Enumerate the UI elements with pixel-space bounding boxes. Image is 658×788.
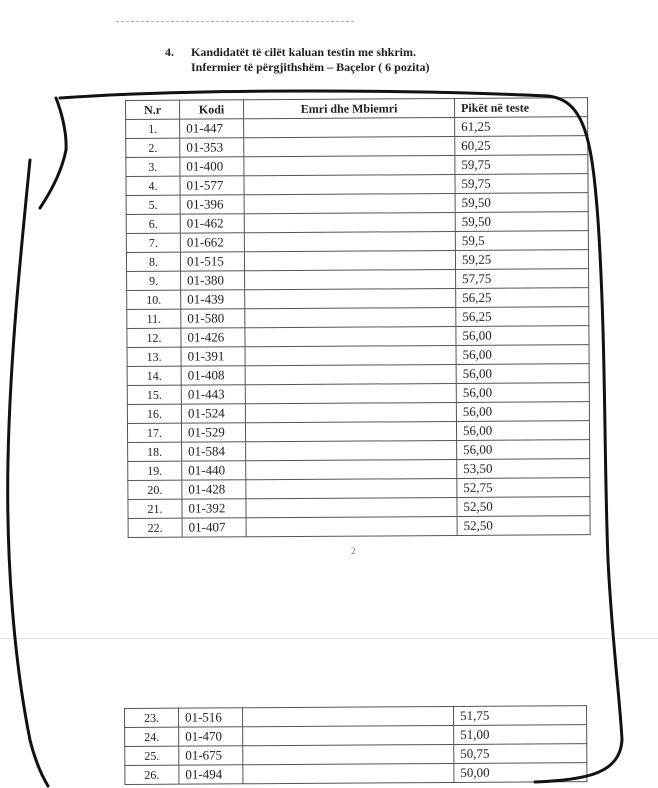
cell-nr: 13.: [127, 347, 181, 366]
cell-piket: 59,75: [455, 155, 588, 175]
cell-nr: 25.: [125, 746, 179, 765]
cell-piket: 52,50: [457, 516, 590, 536]
cell-piket: 59,5: [455, 231, 588, 251]
cell-nr: 15.: [127, 385, 181, 404]
cell-kodi: 01-584: [182, 442, 246, 461]
cell-piket: 56,00: [456, 345, 589, 365]
cell-nr: 2.: [126, 138, 180, 157]
cell-kodi: 01-400: [180, 157, 244, 176]
col-header-emri: Emri dhe Mbiemri: [244, 98, 455, 118]
heading-line-2: Infermier të përgjithshëm – Baçelor ( 6 pozita): [191, 60, 430, 74]
cell-kodi: 01-392: [182, 499, 246, 518]
cell-piket: 56,00: [456, 402, 589, 422]
cell-kodi: 01-443: [181, 385, 245, 404]
cell-piket: 57,75: [456, 269, 589, 289]
col-header-piket: Pikët në teste: [454, 98, 587, 118]
col-header-nr: N.r: [126, 100, 180, 119]
cell-nr: 5.: [126, 195, 180, 214]
cell-kodi: 01-407: [182, 518, 246, 537]
cell-nr: 3.: [126, 157, 180, 176]
cell-nr: 17.: [127, 423, 181, 442]
cell-piket: 56,00: [456, 421, 589, 441]
cell-nr: 4.: [126, 176, 180, 195]
cell-kodi: 01-391: [181, 347, 245, 366]
cell-nr: 16.: [127, 404, 181, 423]
col-header-kodi: Kodi: [180, 100, 244, 119]
cell-nr: 24.: [125, 727, 179, 746]
cell-kodi: 01-515: [180, 252, 244, 271]
cell-kodi: 01-524: [181, 404, 245, 423]
cell-nr: 18.: [128, 442, 182, 461]
cell-nr: 7.: [126, 233, 180, 252]
cell-piket: 59,75: [455, 174, 588, 194]
cell-nr: 20.: [128, 480, 182, 499]
cell-nr: 8.: [126, 252, 180, 271]
cell-piket: 53,50: [457, 459, 590, 479]
cell-piket: 52,50: [457, 497, 590, 517]
cell-piket: 51,00: [454, 725, 587, 745]
cell-kodi: 01-580: [181, 309, 245, 328]
page-number: 2: [351, 546, 356, 556]
cell-piket: 59,50: [455, 193, 588, 213]
cell-piket: 56,25: [456, 288, 589, 308]
cell-kodi: 01-353: [180, 138, 244, 157]
cell-piket: 52,75: [457, 478, 590, 498]
cell-kodi: 01-577: [180, 176, 244, 195]
cell-kodi: 01-428: [182, 480, 246, 499]
cell-kodi: 01-516: [179, 708, 243, 727]
cell-kodi: 01-662: [180, 233, 244, 252]
cell-piket: 50,75: [454, 744, 587, 764]
cell-nr: 26.: [125, 765, 179, 784]
cell-nr: 19.: [128, 461, 182, 480]
cell-kodi: 01-462: [180, 214, 244, 233]
cell-kodi: 01-494: [179, 765, 243, 784]
cell-piket: 56,00: [457, 440, 590, 460]
cell-piket: 59,25: [455, 250, 588, 270]
cell-kodi: 01-529: [181, 423, 245, 442]
cell-kodi: 01-440: [182, 461, 246, 480]
cell-piket: 56,25: [456, 307, 589, 327]
cell-nr: 12.: [127, 328, 181, 347]
cell-nr: 9.: [127, 271, 181, 290]
section-number: 4.: [165, 45, 174, 59]
cell-piket: 56,00: [456, 383, 589, 403]
cell-kodi: 01-408: [181, 366, 245, 385]
cell-nr: 11.: [127, 309, 181, 328]
cell-nr: 22.: [128, 518, 182, 537]
cell-kodi: 01-396: [180, 195, 244, 214]
cell-piket: 50,00: [454, 763, 587, 783]
cell-nr: 14.: [127, 366, 181, 385]
cell-nr: 1.: [126, 119, 180, 138]
cell-nr: 23.: [125, 708, 179, 727]
cell-kodi: 01-426: [181, 328, 245, 347]
cell-kodi: 01-470: [179, 727, 243, 746]
cell-piket: 56,00: [456, 326, 589, 346]
cell-piket: 51,75: [453, 706, 586, 726]
cell-kodi: 01-439: [181, 290, 245, 309]
cell-piket: 60,25: [455, 136, 588, 156]
cell-kodi: 01-380: [181, 271, 245, 290]
cell-kodi: 01-447: [180, 119, 244, 138]
heading-line-1: Kandidatët të cilët kaluan testin me shkrim.: [191, 45, 416, 59]
cell-nr: 6.: [126, 214, 180, 233]
cell-piket: 56,00: [456, 364, 589, 384]
cell-kodi: 01-675: [179, 746, 243, 765]
cell-nr: 21.: [128, 499, 182, 518]
cell-piket: 59,50: [455, 212, 588, 232]
cell-nr: 10.: [127, 290, 181, 309]
cell-piket: 61,25: [455, 117, 588, 137]
